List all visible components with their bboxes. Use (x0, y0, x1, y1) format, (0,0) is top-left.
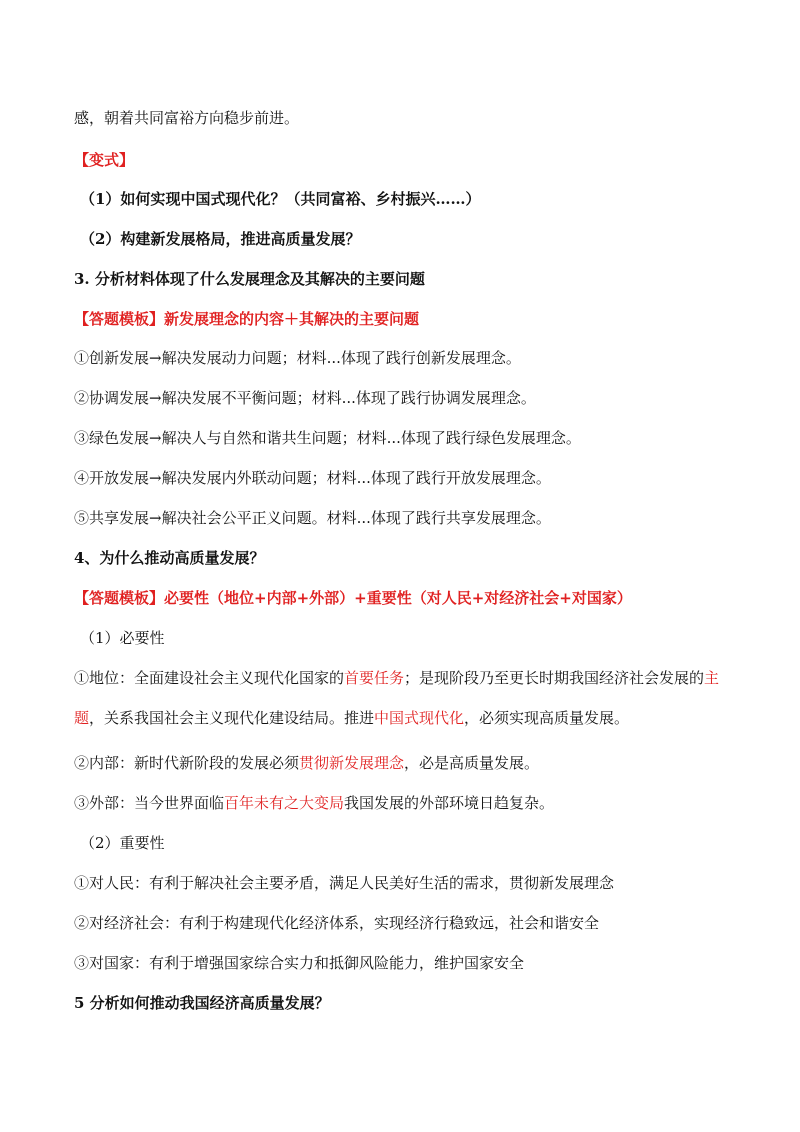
external-highlight: 百年未有之大变局 (224, 794, 345, 812)
external-text: 我国发展的外部环境日趋复杂。 (344, 794, 555, 812)
section-3-answer-template: 【答题模板】新发展理念的内容＋其解决的主要问题 (74, 310, 420, 328)
importance-label: （2）重要性 (80, 834, 165, 852)
variant-question-2: （2）构建新发展格局，推进高质量发展？ (80, 230, 361, 248)
section-3-item: ④开放发展→解决发展内外联动问题；材料...体现了践行开放发展理念。 (74, 469, 551, 487)
importance-item: ①对人民：有利于解决社会主要矛盾，满足人民美好生活的需求，贯彻新发展理念 (74, 874, 615, 892)
variant-tag: 【变式】 (74, 151, 135, 169)
position-text: ，关系我国社会主义现代化建设结局。推进 (89, 709, 375, 727)
section-3-item: ②协调发展→解决发展不平衡问题；材料...体现了践行协调发展理念。 (74, 389, 536, 407)
section-4-heading: 4、为什么推动高质量发展？ (74, 549, 265, 567)
position-text: ；是现阶段乃至更长时期我国经济社会发展的 (404, 669, 705, 687)
variant-question-1: （1）如何实现中国式现代化？（共同富裕、乡村振兴……） (80, 190, 481, 208)
section-5-heading: 5 分析如何推动我国经济高质量发展？ (74, 994, 330, 1012)
section-3-item: ⑤共享发展→解决社会公平正义问题。材料...体现了践行共享发展理念。 (74, 509, 551, 527)
necessity-internal (74, 753, 734, 773)
section-3-item: ③绿色发展→解决人与自然和谐共生问题；材料...体现了践行绿色发展理念。 (74, 429, 581, 447)
position-text: ①地位：全面建设社会主义现代化国家的 (74, 669, 345, 687)
position-highlight: 首要任务 (344, 669, 405, 687)
internal-highlight: 贯彻新发展理念 (299, 754, 405, 772)
external-text: ③外部：当今世界面临 (74, 794, 225, 812)
internal-text: ，必是高质量发展。 (404, 754, 540, 772)
position-highlight: 主题 (74, 669, 720, 727)
importance-item: ②对经济社会：有利于构建现代化经济体系，实现经济行稳致远，社会和谐安全 (74, 914, 600, 932)
section-3-heading: 3. 分析材料体现了什么发展理念及其解决的主要问题 (74, 270, 425, 288)
intro-tail-text: 感，朝着共同富裕方向稳步前进。 (74, 109, 300, 127)
internal-text: ②内部：新时代新阶段的发展必须 (74, 754, 300, 772)
necessity-external (74, 793, 734, 813)
necessity-label: （1）必要性 (80, 629, 165, 647)
section-4-answer-template: 【答题模板】必要性（地位+内部+外部）+重要性（对人民+对经济社会+对国家） (74, 589, 632, 607)
position-highlight: 中国式现代化 (374, 709, 465, 727)
position-text: ，必须实现高质量发展。 (464, 709, 630, 727)
necessity-position-paragraph (74, 658, 734, 738)
section-3-item: ①创新发展→解决发展动力问题；材料...体现了践行创新发展理念。 (74, 349, 521, 367)
importance-item: ③对国家：有利于增强国家综合实力和抵御风险能力，维护国家安全 (74, 954, 525, 972)
